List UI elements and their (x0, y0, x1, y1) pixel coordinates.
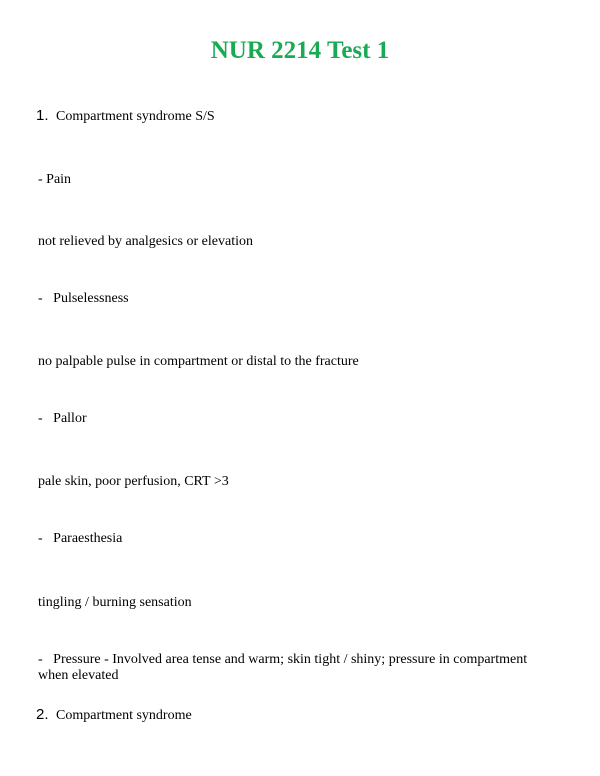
question-1-text: Compartment syndrome S/S (56, 109, 215, 124)
answer-line-pulselessness: - Pulselessness (38, 291, 129, 306)
answer-line-pain: - Pain (38, 172, 72, 187)
question-1 (36, 107, 215, 126)
answer-line-pulselessness-detail: no palpable pulse in compartment or distal to the fracture (38, 354, 359, 369)
question-2-number: 2. (36, 706, 49, 723)
answer-line-pressure: - Pressure - Involved area tense and warm; skin tight / shiny; pressure in compartment when elevated (38, 652, 531, 683)
answer-line-pallor-detail: pale skin, poor perfusion, CRT >3 (38, 474, 229, 489)
answer-line-paraesthesia: - Paraesthesia (38, 531, 123, 546)
answer-line-pallor: - Pallor (38, 411, 87, 426)
answer-line-paraesthesia-detail: tingling / burning sensation (38, 595, 192, 610)
question-2-text: Compartment syndrome (56, 708, 192, 723)
question-1-number: 1. (36, 107, 49, 124)
question-2 (36, 706, 192, 725)
document-title: NUR 2214 Test 1 (210, 37, 390, 64)
answer-line-pain-detail: not relieved by analgesics or elevation (38, 234, 253, 249)
